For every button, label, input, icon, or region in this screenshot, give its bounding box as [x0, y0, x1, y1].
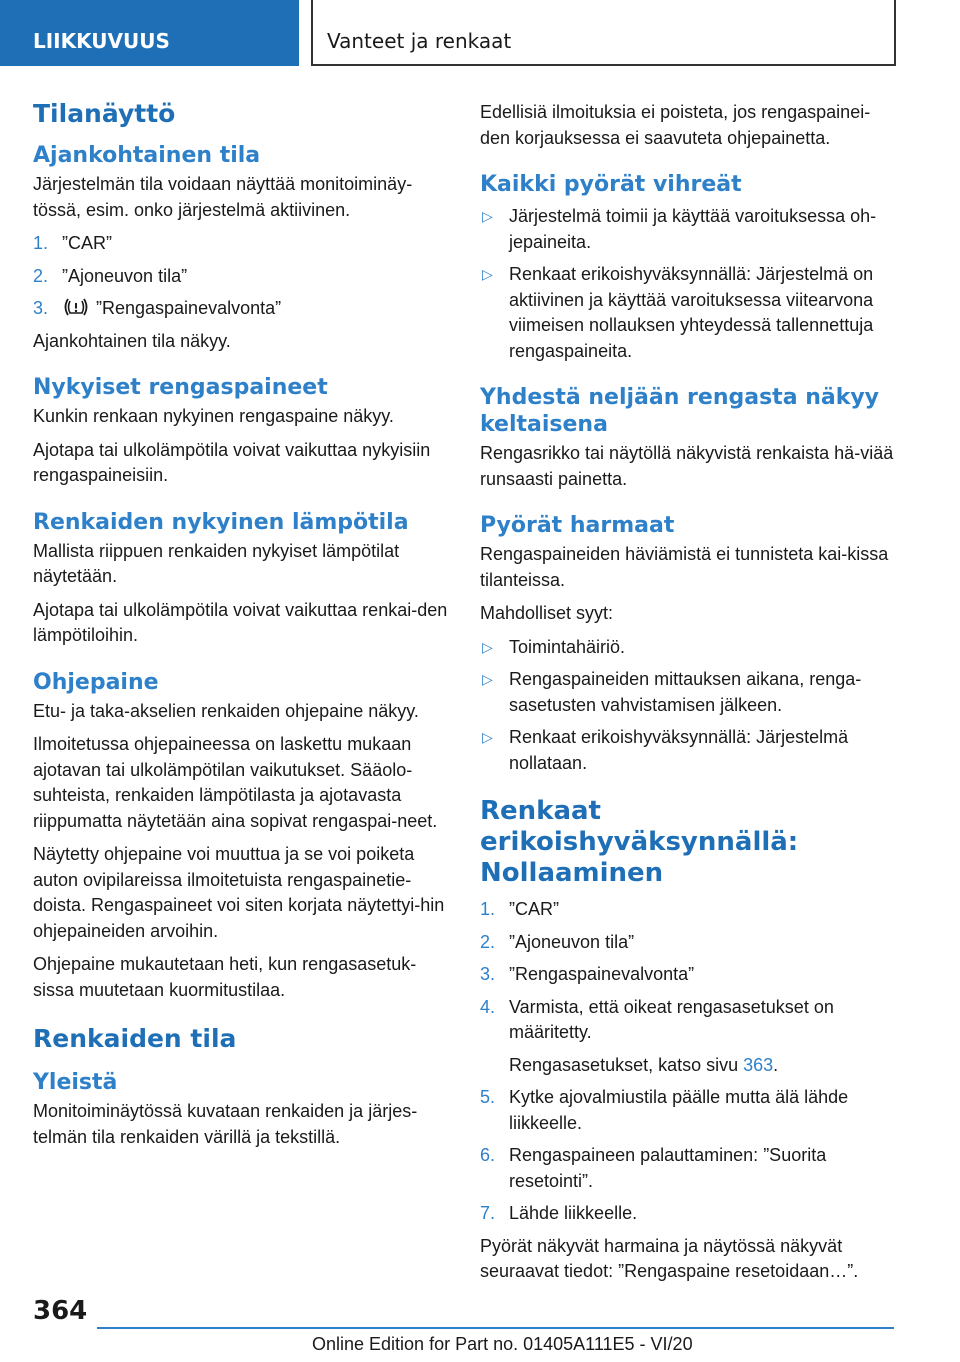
step-item: 4. Varmista, että oikeat rengasasetukset on määritetty. Rengasasetukset, katso sivu 363. [480, 995, 900, 1079]
reset-after: Pyörät näkyvät harmaina ja näytössä näkyvät seuraavat tiedot: ”Rengaspaine resetoidaan…”. [480, 1235, 859, 1281]
heading-current-temperature: Renkaiden nykyinen lämpötila [33, 509, 409, 535]
section-reset [480, 796, 900, 1285]
section-all-green [480, 171, 900, 364]
heading-target-pressure: Ohjepaine [33, 669, 159, 695]
list-item: ▷ Toimintahäiriö. [480, 635, 900, 661]
section-target-pressure [33, 669, 453, 1004]
heading-current-pressures: Nykyiset rengaspaineet [33, 375, 328, 400]
heading-grey: Pyörät harmaat [480, 513, 675, 538]
paragraph: Ajotapa tai ulkolämpötila voivat vaikuttaa renkai-den lämpötiloihin. [33, 599, 448, 645]
list-item: ▷ Järjestelmä toimii ja käyttää varoituksessa oh-jepaineita. [482, 206, 877, 252]
section-current-status [33, 142, 453, 354]
grey-causes-list [480, 635, 900, 777]
triangle-right-icon: ▷ [482, 671, 493, 687]
header-section-label: LIIKKUVUUS [0, 0, 299, 66]
list-item: ▷ Renkaat erikoishyväksynnällä: Järjestelmä nollataan. [482, 727, 849, 773]
heading-yellow: Yhdestä neljään rengasta näkyy keltaisena [480, 385, 880, 437]
paragraph: Rengaspaineiden häviämistä ei tunnisteta kai-kissa tilanteissa. [480, 544, 889, 590]
section-yellow [480, 384, 900, 492]
step-item: 1. ”CAR” [33, 233, 112, 253]
list-item: ▷ Renkaat erikoishyväksynnällä: Järjestelmä on aktiivinen ja käyttää varoituksessa viitearvona viimeisen nollauksen yhteydessä tallennettuja rengaspaineita. [482, 264, 874, 361]
paragraph: Rengasrikko tai näytöllä näkyvistä renkaista hä-viää runsaasti painetta. [480, 443, 894, 489]
step-item: 7. Lähde liikkeelle. [480, 1203, 638, 1223]
step-item: 3. ”Rengaspainevalvonta” [480, 964, 695, 984]
intro-text: Edellisiä ilmoituksia ei poisteta, jos rengaspainei-den korjauksessa ei saavuteta ohjepainetta. [480, 102, 871, 148]
step-item: 2. ”Ajoneuvon tila” [33, 265, 188, 286]
all-green-list [480, 204, 900, 364]
page-link[interactable]: 363 [743, 1054, 774, 1075]
step-item: 1. ”CAR” [480, 899, 559, 919]
step-item: 3. ”Rengaspainevalvonta” [33, 298, 282, 318]
heading-current-status: Ajankohtainen tila [33, 143, 261, 168]
section-current-temperature [33, 509, 453, 649]
paragraph: Mahdolliset syyt: [480, 603, 614, 623]
right-column [480, 100, 900, 1293]
current-status-after: Ajankohtainen tila näkyy. [33, 330, 231, 351]
footer-divider [97, 1327, 894, 1329]
triangle-right-icon: ▷ [482, 638, 493, 655]
step-item: 5. Kytke ajovalmiustila päälle mutta älä lähde liikkeelle. [480, 1087, 849, 1133]
heading-all-green: Kaikki pyörät vihreät [480, 172, 742, 197]
list-item: ▷ Rengaspaineiden mittauksen aikana, renga-sasetusten vahvistamisen jälkeen. [482, 669, 862, 715]
footer-edition: Online Edition for Part no. 01405A111E5 - VI/20 [312, 1334, 693, 1354]
paragraph: Monitoiminäytössä kuvataan renkaiden ja järjes-telmän tila renkaiden värillä ja tekstillä. [33, 1101, 418, 1147]
heading-general: Yleistä [33, 1070, 118, 1095]
page-number: 364 [33, 1296, 88, 1326]
triangle-right-icon: ▷ [482, 729, 493, 745]
step-item: 6. Rengaspaineen palauttaminen: ”Suorita resetointi”. [480, 1145, 827, 1191]
triangle-right-icon: ▷ [482, 266, 493, 282]
heading-tire-status: Renkaiden tila [33, 1024, 237, 1053]
tire-pressure-warning-icon [62, 297, 90, 317]
step-item: 2. ”Ajoneuvon tila” [480, 931, 635, 952]
paragraph: Ohjepaine mukautetaan heti, kun rengasasetuk-sissa muutetaan kuormitustilaa. [33, 954, 417, 1000]
paragraph: Ilmoitetussa ohjepaineessa on laskettu mukaan ajotavan tai ulkolämpötilan vaikutukset. Sääolo-suhteista, renkaiden lämpötilasta ja ajotavasta riippumatta näytetään aina sopivat rengaspai-neet. [33, 734, 438, 831]
section-current-pressures [33, 374, 453, 489]
step-sub-note: Rengasasetukset, katso sivu 363. [509, 1054, 779, 1075]
section-grey [480, 512, 900, 776]
paragraph: Mallista riippuen renkaiden nykyiset lämpötilat näytetään. [33, 540, 400, 586]
paragraph: Etu- ja taka-akselien renkaiden ohjepaine näkyy. [33, 700, 419, 721]
current-status-text: Järjestelmän tila voidaan näyttää monitoiminäy-tössä, esim. onko järjestelmä aktiivinen. [33, 174, 413, 220]
left-column [33, 98, 453, 1158]
heading-status-display: Tilanäyttö [33, 99, 176, 128]
current-status-steps [33, 231, 453, 322]
paragraph: Näytetty ohjepaine voi muuttua ja se voi poiketa auton ovipilareissa ilmoitetuista rengaspainetie-doista. Rengaspaineet voi siten korjata näytettyi-hin ohjepaineiden arvoihin. [33, 844, 445, 941]
paragraph: Kunkin renkaan nykyinen rengaspaine näkyy. [33, 406, 394, 426]
section-general [33, 1069, 453, 1150]
reset-steps [480, 897, 900, 1227]
paragraph: Ajotapa tai ulkolämpötila voivat vaikuttaa nykyisiin rengaspaineisiin. [33, 439, 431, 485]
triangle-right-icon: ▷ [482, 208, 493, 224]
header-chapter-title: Vanteet ja renkaat [311, 0, 896, 66]
heading-reset: Renkaat erikoishyväksynnällä: Nollaaminen [480, 796, 799, 888]
